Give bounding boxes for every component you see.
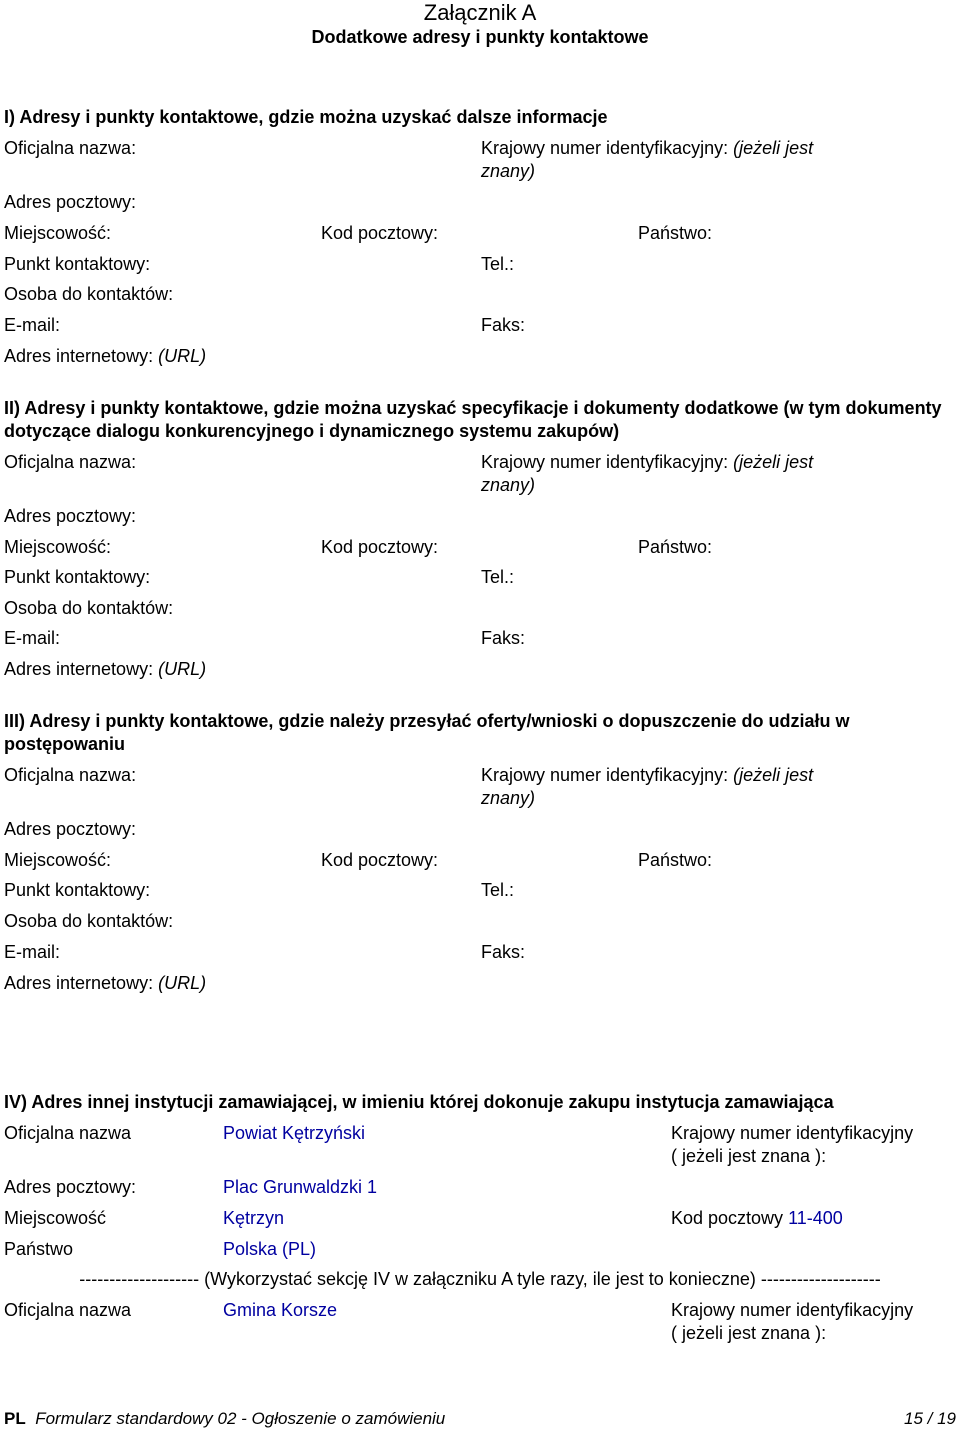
country-value: Polska (PL): [223, 1239, 317, 1259]
email-label: E-mail:: [4, 315, 61, 335]
section-separator: -------------------- (Wykorzystać sekcję IV w załączniku A tyle razy, ile jest to konieczne) --------------------: [79, 1269, 881, 1289]
contact-point-label: Punkt kontaktowy:: [4, 567, 151, 587]
national-id-note: znany): [481, 161, 536, 181]
postal-address-label: Adres pocztowy:: [4, 819, 137, 839]
contact-person-label: Osoba do kontaktów:: [4, 598, 174, 618]
postal-code-label: Kod pocztowy 11-400: [671, 1208, 843, 1228]
city-label: Miejscowość:: [4, 537, 112, 557]
fax-label: Faks:: [481, 315, 526, 335]
official-name-label: Oficjalna nazwa:: [4, 138, 137, 158]
page-subtitle: Dodatkowe adresy i punkty kontaktowe: [311, 27, 649, 47]
country-label: Państwo:: [638, 537, 713, 557]
contact-point-label: Punkt kontaktowy:: [4, 880, 151, 900]
national-id-label: Krajowy numer identyfikacyjny: (jeżeli jest: [481, 765, 814, 785]
postal-address-label: Adres pocztowy:: [4, 192, 137, 212]
city-label: Miejscowość:: [4, 850, 112, 870]
contact-person-label: Osoba do kontaktów:: [4, 911, 174, 931]
postal-code-label: Kod pocztowy:: [321, 850, 439, 870]
fax-label: Faks:: [481, 628, 526, 648]
postal-address-label: Adres pocztowy:: [4, 1177, 137, 1197]
phone-label: Tel.:: [481, 254, 515, 274]
internet-address-label: Adres internetowy: (URL): [4, 659, 207, 679]
internet-address-label: Adres internetowy: (URL): [4, 346, 207, 366]
postal-address-label: Adres pocztowy:: [4, 506, 137, 526]
official-name-label: Oficjalna nazwa:: [4, 765, 137, 785]
city-label: Miejscowość:: [4, 223, 112, 243]
footer-form: PL Formularz standardowy 02 - Ogłoszenie o zamówieniu: [4, 1409, 446, 1428]
national-id-note: znany): [481, 475, 536, 495]
phone-label: Tel.:: [481, 567, 515, 587]
email-label: E-mail:: [4, 942, 61, 962]
national-id-label: Krajowy numer identyfikacyjny: (jeżeli jest: [481, 138, 814, 158]
official-name-value: Gmina Korsze: [223, 1300, 338, 1320]
official-name-value: Powiat Kętrzyński: [223, 1123, 366, 1143]
section-heading: IV) Adres innej instytucji zamawiającej, w imieniu której dokonuje zakupu instytucja zamawiająca: [4, 1092, 834, 1112]
postal-address-value: Plac Grunwaldzki 1: [223, 1177, 378, 1197]
contact-person-label: Osoba do kontaktów:: [4, 284, 174, 304]
country-label: Państwo:: [638, 850, 713, 870]
postal-code-label: Kod pocztowy:: [321, 223, 439, 243]
postal-code-label: Kod pocztowy:: [321, 537, 439, 557]
national-id-note: ( jeżeli jest znana ):: [671, 1146, 827, 1166]
postal-code-value: 11-400: [788, 1208, 843, 1228]
national-id-label: Krajowy numer identyfikacyjny: [671, 1300, 914, 1320]
official-name-label: Oficjalna nazwa:: [4, 452, 137, 472]
country-label: Państwo: [4, 1239, 74, 1259]
official-name-label: Oficjalna nazwa: [4, 1123, 132, 1143]
page-title: Załącznik A: [423, 0, 537, 25]
national-id-label: Krajowy numer identyfikacyjny: (jeżeli jest: [481, 452, 814, 472]
section-heading: III) Adresy i punkty kontaktowe, gdzie należy przesyłać oferty/wnioski o dopuszczenie do udziału w postępowaniu: [4, 711, 850, 754]
contact-point-label: Punkt kontaktowy:: [4, 254, 151, 274]
section-heading: II) Adresy i punkty kontaktowe, gdzie można uzyskać specyfikacje i dokumenty dodatkowe (w tym dokumenty dotyczące dialogu konkurencyjnego i dynamicznego systemu zakupów): [4, 398, 942, 441]
phone-label: Tel.:: [481, 880, 515, 900]
internet-address-label: Adres internetowy: (URL): [4, 973, 207, 993]
national-id-label: Krajowy numer identyfikacyjny: [671, 1123, 914, 1143]
section-heading: I) Adresy i punkty kontaktowe, gdzie można uzyskać dalsze informacje: [4, 107, 608, 127]
fax-label: Faks:: [481, 942, 526, 962]
email-label: E-mail:: [4, 628, 61, 648]
country-label: Państwo:: [638, 223, 713, 243]
page-number: 15 / 19: [904, 1409, 956, 1428]
national-id-note: znany): [481, 788, 536, 808]
city-label: Miejscowość: [4, 1208, 107, 1228]
official-name-label: Oficjalna nazwa: [4, 1300, 132, 1320]
city-value: Kętrzyn: [223, 1208, 285, 1228]
national-id-note: ( jeżeli jest znana ):: [671, 1323, 827, 1343]
